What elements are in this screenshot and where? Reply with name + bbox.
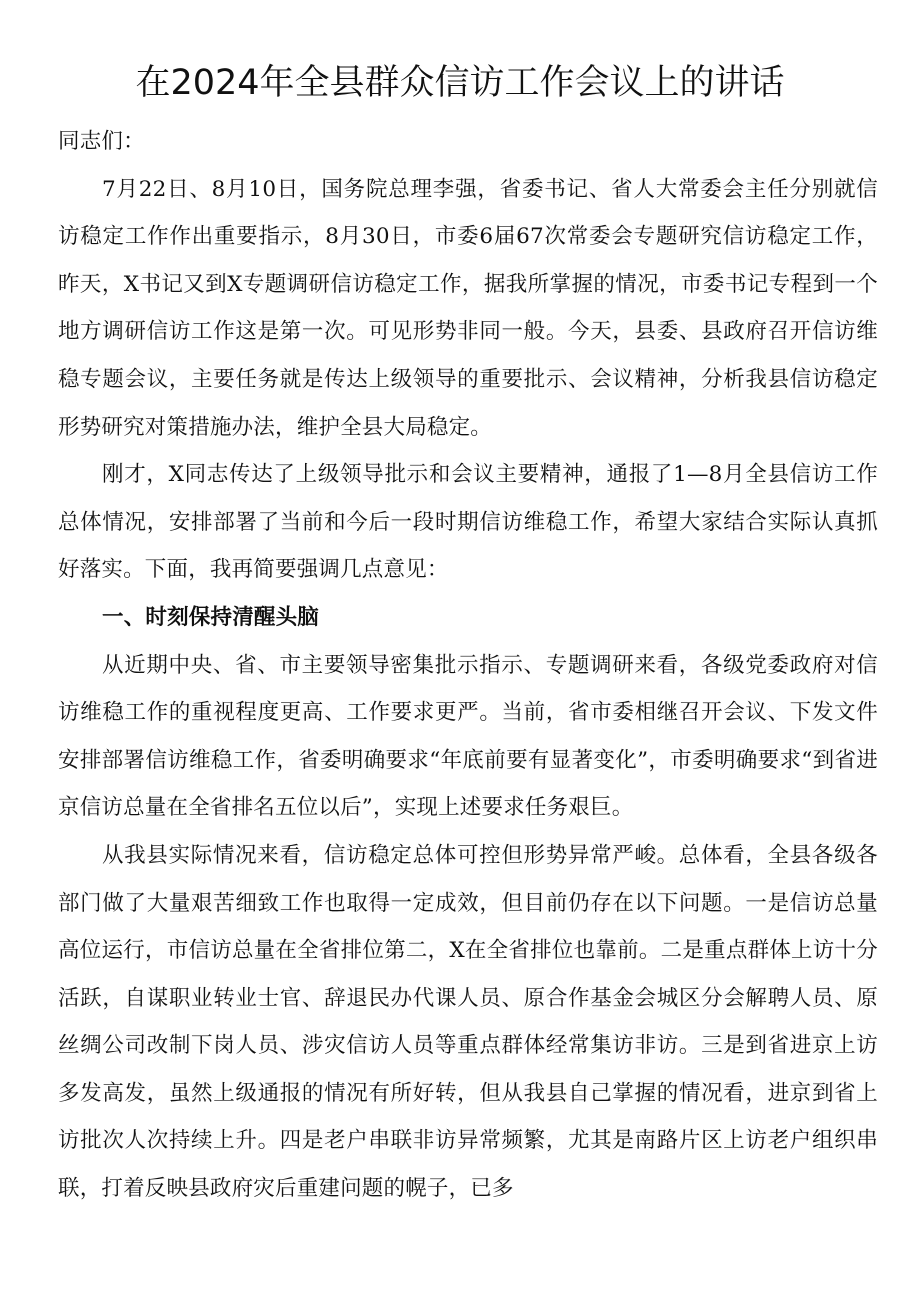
paragraph: 7月22日、8月10日，国务院总理李强，省委书记、省人大常委会主任分别就信访稳定工作作出重要指示，8月30日，市委6届67次常委会专题研究信访稳定工作，昨天，X书记又到X专题调研信访稳定工作，据我所掌握的情况，市委书记专程到一个地方调研信访工作这是第一次。可见形势非同一般。今天，县委、县政府召开信访维稳专题会议，主要任务就是传达上级领导的重要批示、会议精神，分析我县信访稳定形势研究对策措施办法，维护全县大局稳定。 bbox=[58, 176, 878, 440]
paragraph: 从我县实际情况来看，信访稳定总体可控但形势异常严峻。总体看，全县各级各部门做了大量艰苦细致工作也取得一定成效，但目前仍存在以下问题。一是信访总量高位运行，市信访总量在全省排位第二，X在全省排位也靠前。二是重点群体上访十分活跃，自谋职业转业士官、辞退民办代课人员、原合作基金会城区分会解聘人员、原丝绸公司改制下岗人员、涉灾信访人员等重点群体经常集访非访。三是到省进京上访多发高发，虽然上级通报的情况有所好转，但从我县自己掌握的情况看，进京到省上访批次人次持续上升。四是老户串联非访异常频繁，尤其是南路片区上访老户组织串联，打着反映县政府灾后重建问题的幌子，已多 bbox=[58, 842, 878, 1202]
paragraph: 刚才，X同志传达了上级领导批示和会议主要精神，通报了1—8月全县信访工作总体情况，安排部署了当前和今后一段时期信访维稳工作，希望大家结合实际认真抓好落实。下面，我再简要强调几点意见： bbox=[58, 462, 878, 583]
document-title: 在2024年全县群众信访工作会议上的讲话 bbox=[135, 63, 785, 103]
salutation: 同志们： bbox=[58, 129, 145, 154]
section-heading: 一、时刻保持清醒头脑 bbox=[102, 604, 320, 630]
paragraph: 从近期中央、省、市主要领导密集批示指示、专题调研来看，各级党委政府对信访维稳工作的重视程度更高、工作要求更严。当前，省市委相继召开会议、下发文件安排部署信访维稳工作，省委明确要求“年底前要有显著变化”，市委明确要求“到省进京信访总量在全省排名五位以后”，实现上述要求任务艰巨。 bbox=[58, 652, 878, 821]
document-body bbox=[58, 118, 878, 1213]
